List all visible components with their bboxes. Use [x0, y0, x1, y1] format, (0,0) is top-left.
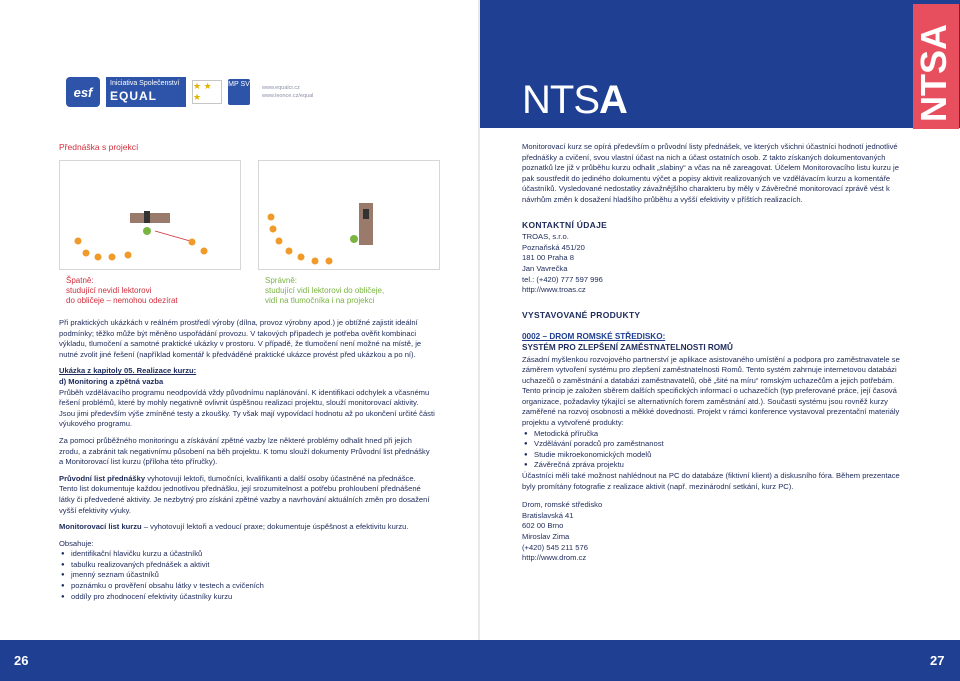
contact2-line: 602 00 Brno	[522, 521, 564, 531]
equal-logo-name: EQUAL	[110, 89, 157, 103]
ntsa-side-tab	[913, 4, 959, 129]
caption-wrong-line: studující nevidí lektorovi	[66, 286, 152, 295]
page-number-left: 26	[14, 653, 29, 668]
contact-link[interactable]: http://www.troas.cz	[522, 285, 586, 295]
student-dot	[312, 258, 319, 265]
contact-line: TROAS, s.r.o.	[522, 232, 569, 242]
left-header-area	[0, 0, 478, 128]
ntsa-side-text: NTSA	[913, 24, 954, 122]
caption-wrong-line: Špatně:	[66, 276, 94, 285]
contact2-link[interactable]: http://www.drom.cz	[522, 553, 587, 563]
list-item: ● poznámku o prověření obsahu látky v testech a cvičeních	[71, 581, 435, 592]
contact2-line: (+420) 545 211 576	[522, 542, 588, 552]
page-gutter	[478, 0, 480, 681]
eu-flag-icon: ★ ★ ★	[192, 80, 222, 104]
lecturer-shape	[363, 209, 369, 219]
products-heading: VYSTAVOVANÉ PRODUKTY	[522, 309, 641, 320]
paragraph-3-text: vyhotovují lektoři, tlumočníci, kvalifikanti a další osoby účastněné na přednášce. Tento list dokumentuje každou jednotlivou přednášku, její srozumitelnost a potřebu prohloubení přednášené látky či předvedené aktivity. Je nezbytný pro získání zpětné vazby a navrhování aktuálních změn pro dosažení vyšší efektivity výuky.	[59, 473, 430, 515]
interpreter-dot	[143, 227, 151, 235]
caption-wrong-line: do obličeje – nemohou odezírat	[66, 296, 178, 305]
ntsa-brand	[522, 78, 627, 123]
contact-line: Jan Vavrečka	[522, 263, 568, 273]
contact-line: 181 00 Praha 8	[522, 253, 574, 263]
caption-right-line: Správně:	[265, 276, 298, 285]
url-leonce: www.leonce.cz/equal	[262, 93, 314, 99]
ntsa-brand-light: NTS	[522, 78, 599, 122]
diagram-wrong	[59, 160, 241, 270]
paragraph-4	[59, 522, 435, 533]
product-code: 0002 – DROM ROMSKÉ STŘEDISKO:	[522, 332, 666, 342]
diagram-right-svg	[259, 161, 439, 269]
student-dot	[201, 248, 208, 255]
student-dot	[268, 214, 275, 221]
contact-heading: KONTAKTNÍ ÚDAJE	[522, 219, 608, 230]
student-dot	[189, 239, 196, 246]
paragraph-4-bold: Monitorovací list kurzu	[59, 522, 142, 532]
url-equalcr: www.equalcr.cz	[262, 85, 300, 91]
student-dot	[298, 254, 305, 261]
partner-logos	[66, 77, 313, 107]
contact2-line: Miroslav Zima	[522, 532, 570, 541]
caption-right-line: vidí na tlumočníka i na projekci	[265, 296, 375, 305]
lecturer-shape	[144, 211, 150, 223]
list-item: ● tabulku realizovaných přednášek a aktivit	[71, 560, 435, 571]
example-title: d) Monitoring a zpětná vazba	[59, 376, 164, 386]
student-dot	[270, 226, 277, 233]
paragraph-2: Za pomoci průběžného monitoringu a získávání zpětné vazby lze některé problémy odhalit hned při jejich zrodu, a zabránit tak negativnímu působení na běh projektu. K tomu slouží dokumenty Průvodní list přednášky a Monitorovací list kurzu (příloha této příručky).	[59, 435, 430, 467]
caption-right	[265, 276, 384, 306]
product-list	[522, 429, 902, 471]
diagram-wrong-svg	[60, 161, 240, 269]
right-body-text	[522, 142, 902, 564]
list-item: ● oddíly pro zhodnocení efektivity účastníky kurzu	[71, 592, 435, 603]
logo-urls	[262, 84, 313, 100]
list-item: ● Vzdělávání poradců pro zaměstnanost	[534, 439, 902, 450]
contact2-line: Bratislavská 41	[522, 510, 574, 520]
caption-wrong	[66, 276, 178, 306]
contact-line: tel.: (+420) 777 597 996	[522, 274, 603, 284]
equal-logo	[106, 77, 186, 107]
contact2-line: Drom, romské středisko	[522, 500, 603, 510]
student-dot	[125, 252, 132, 259]
list-item: ● Studie mikroekonomických modelů	[534, 450, 902, 461]
sightline	[155, 231, 190, 241]
esf-logo: esf	[66, 77, 100, 107]
paragraph-3-bold: Průvodní list přednášky	[59, 473, 146, 483]
list-item: ● jmenný seznam účastníků	[71, 570, 435, 581]
student-dot	[276, 238, 283, 245]
left-body-text	[59, 318, 435, 602]
contact-line: Poznaňská 451/20	[522, 242, 585, 252]
student-dot	[326, 258, 333, 265]
diagram-right	[258, 160, 440, 270]
list-item: ● Metodická příručka	[534, 429, 902, 440]
product-title: SYSTÉM PRO ZLEPŠENÍ ZAMĚSTNATELNOSTI ROMŮ	[522, 342, 733, 352]
student-dot	[95, 254, 102, 261]
equal-logo-top: Iniciativa Společenství	[110, 80, 180, 87]
paragraph-3	[59, 474, 435, 516]
product-note: Účastníci měli také možnost nahlédnout na PC do databáze (fiktivní klient) a diskusního fóra. Během prezentace byly promítány fotografie z realizace aktivit (např. mezinárodní setkání, kurz PC).	[522, 471, 900, 491]
product-description: Zásadní myšlenkou rozvojového partnerství je aplikace asistovaného umístění a podpora pro zaměstnavatele se záměrem vytvoření systému pro zlepšení zaměstnatelnosti Romů. Tento systém zahrnuje internetovou databázi uchazečů o zaměstnání a databázi zaměstnavatelů, obě „šité na míru“ romským uchazečům a jejich potřebám. Tento princip je založen sběrem dalších specifických informací o uchazečích (typ preferované práce, její časová organizace, požadavky týkající se alternativních forem zaměstnání atd.). Současti systému jsou rovněž kurzy zaměřené na rozvoj osobnosti a měkké dovednosti. Projekt v rámci konference vystavoval prezentační materiály projektu a vytvořené produkty:	[522, 354, 900, 428]
mpsv-logo: MP SV	[228, 79, 250, 105]
page-number-right: 27	[930, 653, 945, 668]
intro-paragraph: Při praktických ukázkách v reálném prostředí výroby (dílna, provoz výrobny apod.) je obtížné zajistit ideální podmínky; těžko může být měněno uspořádání provozu. V takových případech je potřeba ověřit kombinaci výkladu, tlumočení a samotné praktické ukázky v prostoru. V případě, že tlumočení není možné na místě, je nutné zvolit jiné řešení (například komentář k předváděné praktické ukázce provést před ukázkou a po ní).	[59, 318, 422, 359]
student-dot	[83, 250, 90, 257]
lecture-title: Přednáška s projekcí	[59, 142, 139, 152]
footer-band	[0, 640, 960, 681]
list-item: ● identifikační hlavičku kurzu a účastníků	[71, 549, 435, 560]
list-item: ● Závěrečná zpráva projektu	[534, 460, 902, 471]
student-dot	[109, 254, 116, 261]
contents-label: Obsahuje:	[59, 538, 94, 548]
paragraph-4-text: – vyhotovují lektoři a vedoucí praxe; dokumentuje úspěšnost a efektivitu kurzu.	[141, 522, 409, 532]
example-label: Ukázka z kapitoly 05. Realizace kurzu:	[59, 366, 197, 376]
ntsa-brand-bold: A	[599, 78, 627, 122]
caption-right-line: studující vidí lektorovi do obličeje,	[265, 286, 385, 295]
student-dot	[286, 248, 293, 255]
paragraph-1: Průběh vzdělávacího programu neodpovídá vždy původnímu naplánování. K identifikaci odchylek a včasnému řešení problémů, které by mohly negativně ovlivnit úspěšnou realizaci projektu, slouží monitorovací aktivity. Jsou jimi především výše zmíněné testy a zkoušky. Ty však mají vypovídací hodnotu až po ukončení určité části výukového programu.	[59, 387, 435, 429]
student-dot	[75, 238, 82, 245]
interpreter-dot	[350, 235, 358, 243]
contents-list	[59, 549, 435, 602]
right-intro: Monitorovací kurz se opírá především o průvodní listy přednášek, ve kterých všichni účastníci hodnotí jednotlivé přednášky a cvičení, svou vlastní účast na nich a účast ostatních osob. Z takto získaných dokumentovaných poznatků lze již v průběhu kurzu odhalit „slabiny“ a včas na ně zareagovat. Účelem Monitorovacího listu kurzu je pak soustředit do jediného dokumentu výčet a popisy aktivit realizovaných ve vzdělávacím kurzu a komentáře účastníků. Vysledované nedostatky závažnějšího charakteru by měly v Závěrečné monitorovací zprávě vést k návrhům změn k dosažení hladšího průběhu a vyšší efektivity v příštích realizacích.	[522, 142, 899, 204]
